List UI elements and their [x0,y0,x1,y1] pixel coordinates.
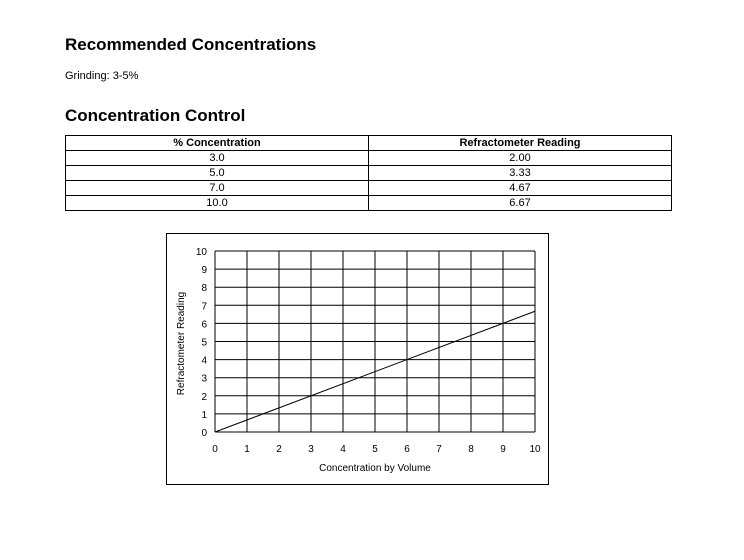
cell-reading: 4.67 [369,181,672,196]
x-tick-label: 7 [436,444,442,455]
y-tick-label: 0 [201,428,207,439]
cell-reading: 2.00 [369,151,672,166]
y-tick-label: 8 [201,283,207,295]
y-tick-label: 7 [201,301,207,313]
recommended-concentrations-title: Recommended Concentrations [65,35,317,54]
x-tick-label: 5 [372,444,378,455]
x-tick-label: 2 [276,444,282,455]
y-tick-label: 3 [201,373,207,385]
header-concentration: % Concentration [66,136,369,151]
table-row [66,151,672,166]
y-axis-label: Refractometer Reading [176,291,187,396]
cell-concentration: 3.0 [66,151,369,166]
table-header-row [66,136,672,151]
x-tick-label: 6 [404,444,410,455]
refractometer-chart [167,234,548,484]
x-tick-label: 1 [244,444,250,455]
table-row [66,181,672,196]
cell-concentration: 10.0 [66,196,369,211]
concentration-control-title: Concentration Control [65,106,246,125]
y-tick-label: 1 [201,409,207,421]
cell-reading: 6.67 [369,196,672,211]
concentration-table [65,135,672,211]
table-row [66,196,672,211]
header-refractometer-reading: Refractometer Reading [369,136,672,151]
grinding-text: Grinding: 3-5% [65,70,139,82]
y-tick-label: 10 [195,247,207,258]
cell-concentration: 5.0 [66,166,369,181]
y-tick-label: 9 [201,265,207,277]
x-tick-label: 9 [500,444,506,455]
x-tick-label: 8 [468,444,474,455]
y-tick-label: 4 [201,355,207,367]
x-tick-label: 3 [308,444,314,455]
x-tick-label: 4 [340,444,346,455]
cell-concentration: 7.0 [66,181,369,196]
x-tick-label: 10 [529,444,541,455]
y-tick-label: 2 [201,391,207,403]
y-tick-label: 5 [201,337,207,349]
x-tick-label: 0 [212,444,218,455]
table-row [66,166,672,181]
y-tick-label: 6 [201,319,207,331]
cell-reading: 3.33 [369,166,672,181]
x-axis-label: Concentration by Volume [319,463,431,474]
chart-frame [166,233,549,485]
